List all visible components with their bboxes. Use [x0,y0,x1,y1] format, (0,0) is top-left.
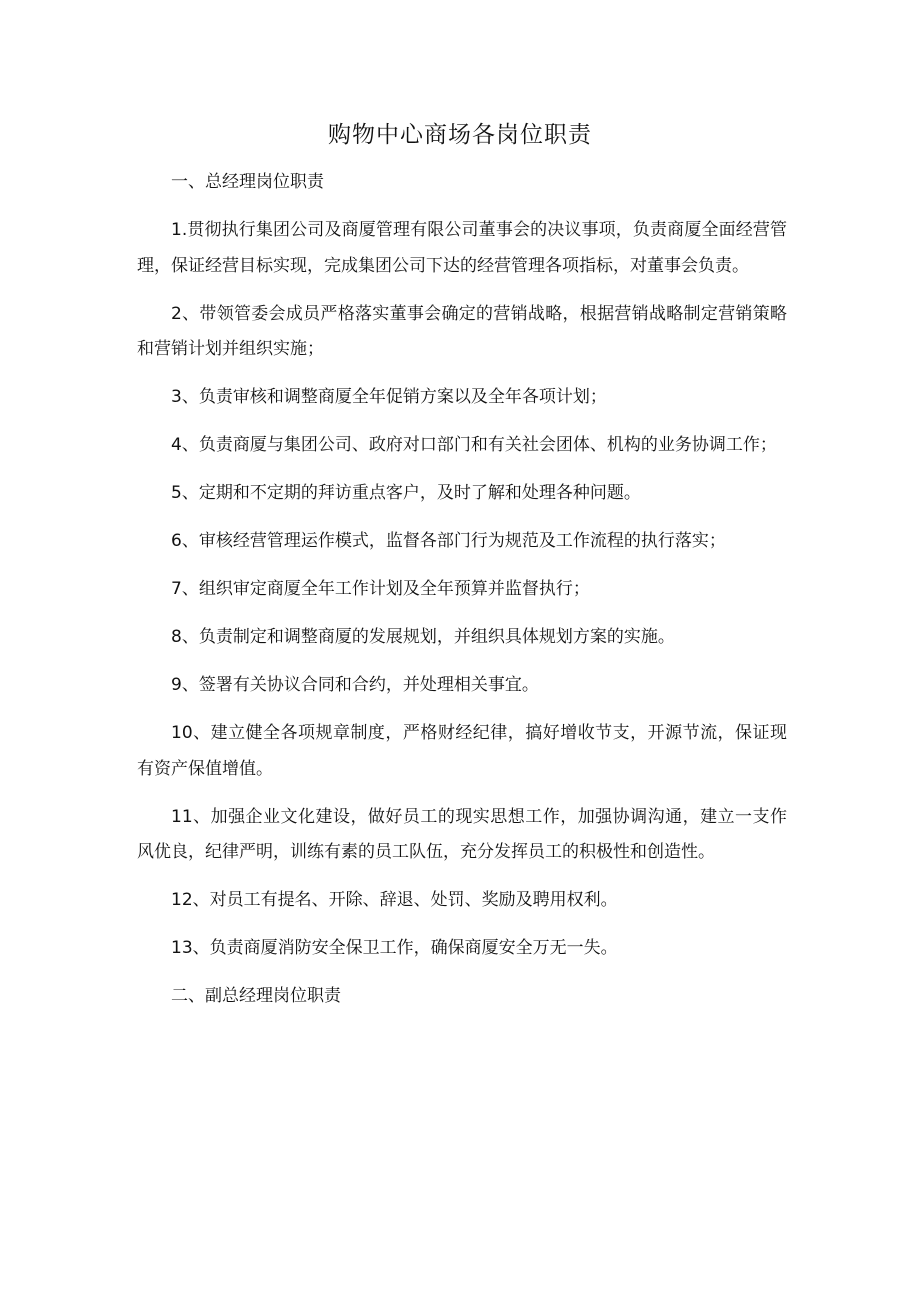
duty-item-2: 2、带领管委会成员严格落实董事会确定的营销战略，根据营销战略制定营销策略和营销计划并组织实施； [137,303,787,359]
duty-item-9: 9、签署有关协议合同和合约，并处理相关事宜。 [171,675,539,695]
duty-item-10: 10、建立健全各项规章制度，严格财经纪律，搞好增收节支，开源节流，保证现有资产保值增值。 [137,723,787,779]
document-body [137,165,787,1015]
duty-item-5: 5、定期和不定期的拜访重点客户，及时了解和处理各种问题。 [171,483,641,503]
duty-item-13: 13、负责商厦消防安全保卫工作，确保商厦安全万无一失。 [171,938,618,958]
duty-item-7: 7、组织审定商厦全年工作计划及全年预算并监督执行； [171,579,590,599]
duty-item-1: 1.贯彻执行集团公司及商厦管理有限公司董事会的决议事项，负责商厦全面经营管理，保证经营目标实现，完成集团公司下达的经营管理各项指标，对董事会负责。 [137,220,787,276]
section-heading-general-manager: 一、总经理岗位职责 [171,172,324,192]
duty-item-12: 12、对员工有提名、开除、辞退、处罚、奖励及聘用权利。 [171,890,618,910]
duty-item-6: 6、审核经营管理运作模式，监督各部门行为规范及工作流程的执行落实； [171,531,726,551]
section-heading-deputy-general-manager: 二、副总经理岗位职责 [171,986,341,1006]
duty-item-3: 3、负责审核和调整商厦全年促销方案以及全年各项计划； [171,387,607,407]
duty-item-11: 11、加强企业文化建设，做好员工的现实思想工作，加强协调沟通，建立一支作风优良，纪律严明，训练有素的员工队伍，充分发挥员工的积极性和创造性。 [137,806,787,862]
document-title: 购物中心商场各岗位职责 [328,122,592,148]
duty-item-8: 8、负责制定和调整商厦的发展规划，并组织具体规划方案的实施。 [171,627,675,647]
duty-item-4: 4、负责商厦与集团公司、政府对口部门和有关社会团体、机构的业务协调工作； [171,435,777,455]
